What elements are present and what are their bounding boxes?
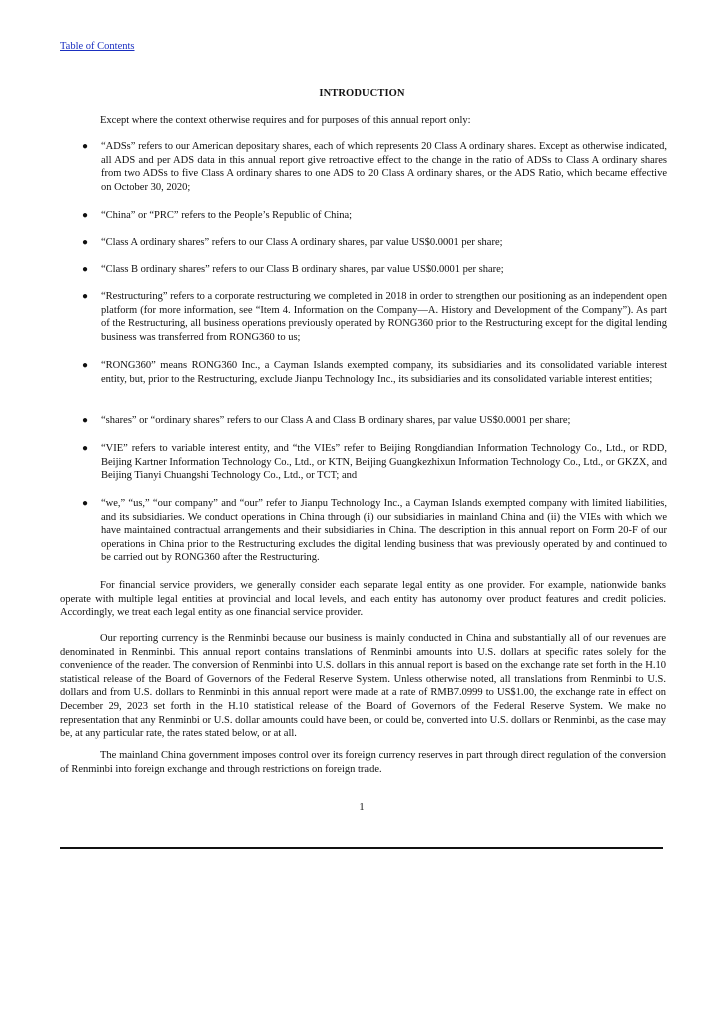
definition-we-us: “we,” “us,” “our company” and “our” refer to Jianpu Technology Inc., a Cayman Islands exempted company with limited liabilities, and its subsidiaries. We conduct operations in China through (i) our subsidiaries in mainland China and (ii) the VIEs with which we have maintained contractual arrangements and their subsidiaries in China. The description in this annual report on Form 20-F of our operations in China prior to the Restructuring excludes the digital lending business that was previously operated by and continued to be carried out by RONG360 after the Restructuring. — [101, 498, 667, 564]
page-number: 1 — [359, 802, 365, 813]
page-title: INTRODUCTION — [319, 88, 405, 99]
definition-class-b: “Class B ordinary shares” refers to our Class B ordinary shares, par value US$0.0001 per share; — [101, 264, 504, 275]
definition-rong360: “RONG360” means RONG360 Inc., a Cayman Islands exempted company, its subsidiaries and its consolidated variable interest entity, but, prior to the Restructuring, exclude Jianpu Technology Inc., its subsidiaries and its consolidated variable interest entities; — [101, 360, 667, 385]
definition-shares: “shares” or “ordinary shares” refers to our Class A and Class B ordinary shares, par value US$0.0001 per share; — [101, 415, 571, 426]
paragraph-foreign-currency-control: The mainland China government imposes control over its foreign currency reserves in part through direct regulation of the conversion of Renminbi into foreign exchange and through restrictions on foreign trade. — [60, 750, 666, 775]
table-of-contents-link[interactable]: Table of Contents — [60, 41, 135, 52]
definition-ads: “ADSs” refers to our American depositary shares, each of which represents 20 Class A ordinary shares. Except as otherwise indicated, all ADS and per ADS data in this annual report give retroactive effect to the change in the ratio of ADSs to Class A ordinary shares from two ADSs to five Class A ordinary shares to one ADS to 20 Class A ordinary shares, or the ADS Ratio, which became effective on October 30, 2020; — [101, 141, 667, 193]
footer-divider — [60, 847, 663, 849]
bullet-icon: ● — [82, 291, 89, 302]
bullet-icon: ● — [82, 141, 89, 152]
bullet-icon: ● — [82, 498, 89, 509]
bullet-icon: ● — [82, 237, 89, 248]
definition-restructuring: “Restructuring” refers to a corporate restructuring we completed in 2018 in order to strengthen our positioning as an independent open platform (for more information, see “Item 4. Information on the Company—A. History and Development of the Company”). As part of the Restructuring, all business operations previously operated by RONG360 prior to the Restructuring except for the digital lending business was transferred from RONG360 to us; — [101, 291, 667, 343]
bullet-icon: ● — [82, 443, 89, 454]
bullet-icon: ● — [82, 210, 89, 221]
paragraph-reporting-currency: Our reporting currency is the Renminbi because our business is mainly conducted in China and substantially all of our revenues are denominated in Renminbi. This annual report contains translations of Renminbi amounts into U.S. dollars at specific rates solely for the convenience of the reader. The conversion of Renminbi into U.S. dollars in this annual report is based on the exchange rate set forth in the H.10 statistical release of the Board of Governors of the Federal Reserve System. Unless otherwise noted, all translations from Renminbi to U.S. dollars and from U.S. dollars to Renminbi in this annual report were made at a rate of RMB7.0999 to US$1.00, the exchange rate in effect on December 29, 2023 set forth in the H.10 statistical release of the Board of Governors of the Federal Reserve System. We make no representation that any Renminbi or U.S. dollar amounts could have been, or could be, converted into U.S. dollars or Renminbi, as the case may be, at any particular rate, the rates stated below, or at all. — [60, 633, 666, 740]
definition-class-a: “Class A ordinary shares” refers to our Class A ordinary shares, par value US$0.0001 per share; — [101, 237, 503, 248]
intro-sentence: Except where the context otherwise requires and for purposes of this annual report only: — [100, 115, 471, 126]
bullet-icon: ● — [82, 360, 89, 371]
definition-china: “China” or “PRC” refers to the People’s Republic of China; — [101, 210, 353, 221]
bullet-icon: ● — [82, 415, 89, 426]
definition-vie: “VIE” refers to variable interest entity, and “the VIEs” refer to Beijing Rongdiandian Information Technology Co., Ltd., or RDD, Beijing Kartner Information Technology Co., Ltd., or KTN, Beijing Guangkezhixun Information Technology Co., Ltd., or GKZX, and Beijing Tianyi Chuangshi Technology Co., Ltd., or TCT; and — [101, 443, 667, 482]
paragraph-financial-service-providers: For financial service providers, we generally consider each separate legal entity as one provider. For example, nationwide banks operate with multiple legal entities at provincial and local levels, and each entity has autonomy over product features and credit policies. Accordingly, we treat each legal entity as one financial service provider. — [60, 580, 666, 619]
bullet-icon: ● — [82, 264, 89, 275]
